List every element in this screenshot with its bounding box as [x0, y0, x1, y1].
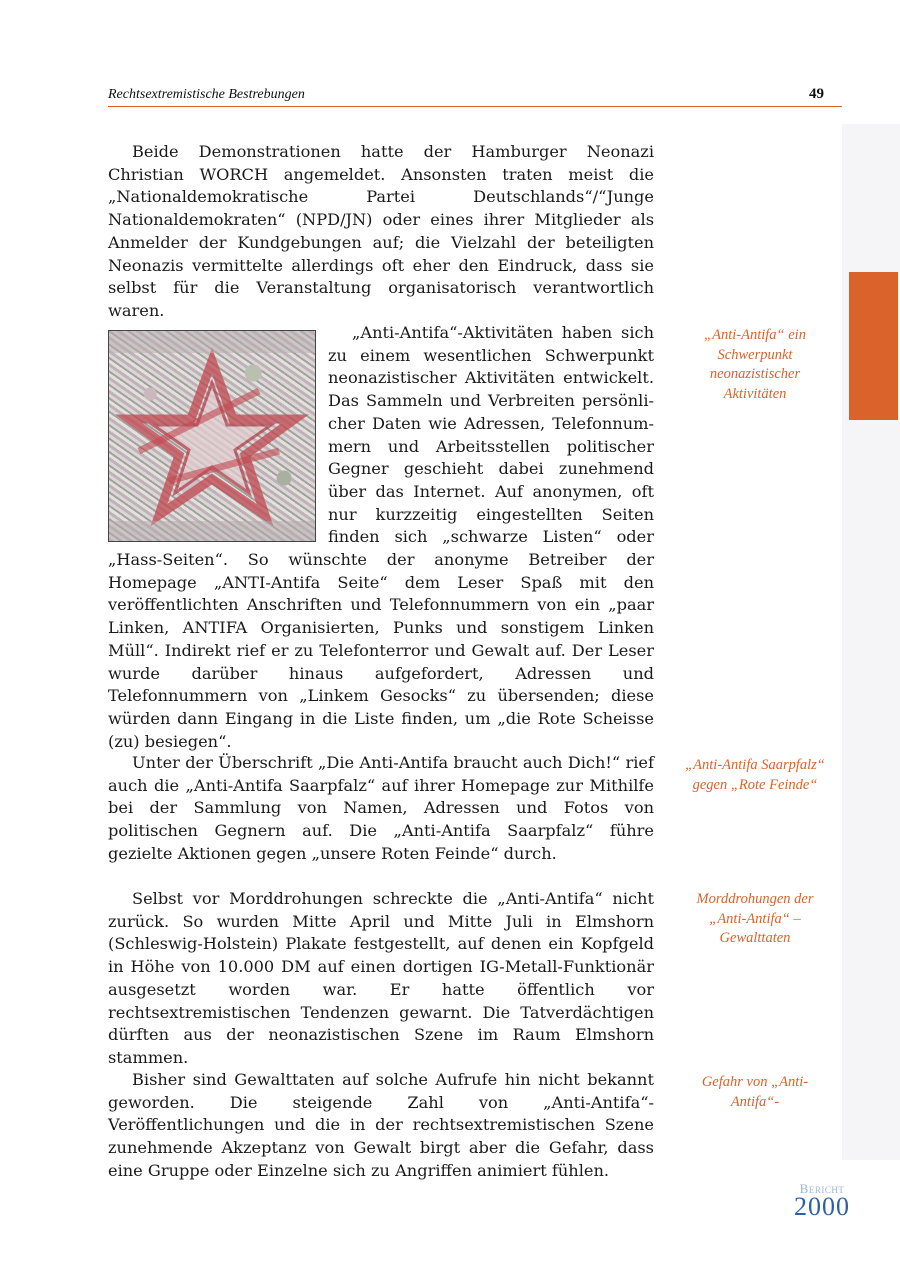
body-paragraph-1: [108, 141, 654, 323]
chapter-thumb-tab: [849, 272, 898, 420]
margin-note-gefahr: Gefahr von „Anti-Antifa“-: [701, 1074, 809, 1110]
paragraph-text: Unter der Überschrift „Die Anti-Antifa braucht auch Dich!“ rief auch die „Anti-Antifa Saarpfalz“ auf ihrer Homepage zur Mithilfe bei der Sammlung von Namen, Adressen und Fotos von politischen Gegnern auf. Die „Anti-Antifa Saarpfalz“ führe gezielte Aktionen gegen „unsere Roten Feinde“ durch.: [108, 753, 654, 863]
paragraph-text: Beide Demonstrationen hatte der Hamburger Neonazi Christian WORCH angemeldet. Ansonsten traten meist die „Nationaldemokratische Partei Deutschlands“/“Junge Nationaldemokraten“ (NPD/JN) oder eines ihrer Mitglieder als Anmelder der Kundgebungen auf; die Vielzahl der beteiligten Neonazis vermittelte allerdings oft eher den Eindruck, dass sie selbst für die Veranstaltung organisatorisch verantwortlich waren.: [108, 142, 654, 320]
bericht-2000-logo: [786, 1181, 858, 1221]
body-paragraph-2: [108, 322, 654, 753]
paragraph-text: „Anti-Antifa“-Aktivitäten haben sich zu einem wesentlichen Schwerpunkt neonazistischer Aktivitäten entwickelt. Das Sammeln und Verbreiten persönlicher Daten wie Adressen, Telefonnummern und Arbeitsstellen politischer Gegner geschieht dabei zunehmend über das Internet. Auf anonymen, oft nur kurzzeitig eingestellten Seiten finden sich „schwarze Listen“ oder „Hass-Seiten“. So wünschte der anonyme Betreiber der Homepage „ANTI-Antifa Seite“ dem Leser Spaß mit den veröffentlichten Anschriften und Telefonnummern von ein „paar Linken, ANTIFA Organisierten, Punks und sonstigem Linken Müll“. Indirekt rief er zu Telefonterror und Gewalt auf. Der Leser wurde darüber hinaus aufgefordert, Adressen und Telefonnummern von „Linkem Gesocks“ zu übersenden; diese würden dann Eingang in die Liste finden, um „die Rote Scheisse (zu) besiegen“.: [108, 323, 654, 751]
red-star-graphic: [109, 331, 315, 541]
body-paragraph-3: [108, 752, 654, 866]
body-paragraph-4: [108, 888, 654, 1070]
page-number: 49: [809, 86, 824, 102]
running-header: [108, 86, 842, 107]
paragraph-text: Bisher sind Gewalttaten auf solche Aufrufe hin nicht bekannt geworden. Die steigende Zahl von „Anti-Antifa“-Veröffentlichungen und die in der rechtsextremistischen Szene zunehmende Akzeptanz von Gewalt birgt aber die Gefahr, dass eine Gruppe oder Einzelne sich zu Angriffen animiert fühlen.: [108, 1070, 654, 1180]
body-paragraph-5: [108, 1069, 654, 1183]
running-header-title: Rechtsextremistische Bestrebungen: [108, 87, 305, 102]
margin-note-anti-antifa-schwerpunkt: „Anti-Antifa“ ein Schwerpunkt neonazistischer Aktivitäten: [704, 327, 806, 402]
paragraph-text: Selbst vor Morddrohungen schreckte die „Anti-Antifa“ nicht zurück. So wurden Mitte April und Mitte Juli in Elmshorn (Schleswig-Holstein) Plakate festgestellt, auf denen ein Kopfgeld in Höhe von 10.000 DM auf einen dortigen IG-Metall-Funktionär ausgesetzt worden war. Er hatte öffentlich vor rechtsextremistischen Tendenzen gewarnt. Die Tatverdächtigen dürften aus der neonazistischen Szene im Raum Elmshorn stammen.: [108, 889, 654, 1067]
margin-note-morddrohungen: Morddrohungen der „Anti-Antifa“ – Gewalttaten: [696, 891, 814, 946]
anti-antifa-logo-image: [108, 330, 316, 542]
logo-word: Bericht: [799, 1181, 845, 1196]
margin-note-saarpfalz: „Anti-Antifa Saarpfalz“ gegen „Rote Feinde“: [685, 757, 825, 793]
logo-year: 2000: [794, 1192, 850, 1221]
